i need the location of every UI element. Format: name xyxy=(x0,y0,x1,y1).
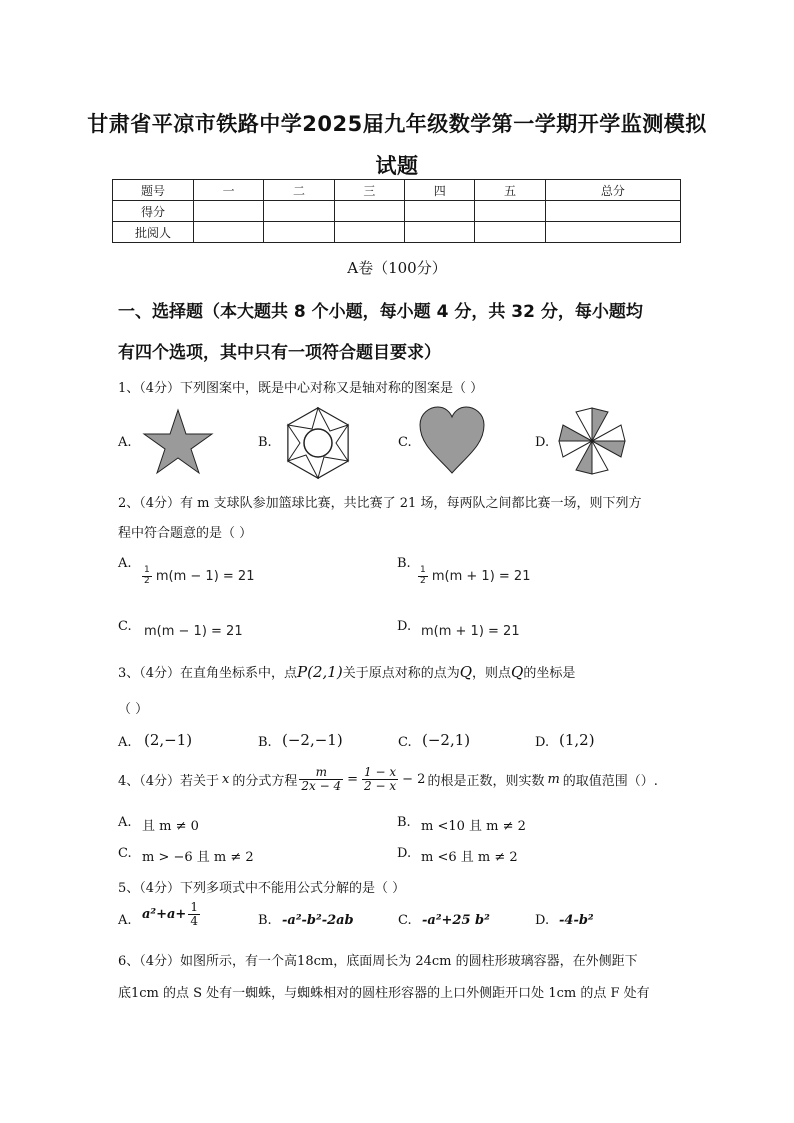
q4-option-c-label: C. xyxy=(118,846,132,861)
half-num: 1 xyxy=(420,565,426,575)
q4-option-c-text: m > −6 且 m ≠ 2 xyxy=(142,850,254,865)
q2-option-d-expr: m(m + 1) = 21 xyxy=(421,624,520,639)
minus-two: − 2 xyxy=(402,772,426,788)
quarter-den: 4 xyxy=(190,914,198,929)
score-table-header-row xyxy=(113,180,681,201)
score-cell[interactable] xyxy=(545,201,680,222)
q4-option-b-text: m <10 且 m ≠ 2 xyxy=(421,819,526,834)
score-header-cell: 四 xyxy=(405,180,475,201)
q3-option-b-label: B. xyxy=(258,735,272,750)
q6-stem-line2: 底1cm 的点 S 处有一蜘蛛，与蜘蛛相对的圆柱形容器的上口外侧距开口处 1cm 的点 F 处有 xyxy=(118,986,650,1001)
q2-stem-line2: 程中符合题意的是（ ） xyxy=(118,526,253,541)
score-header-cell: 总分 xyxy=(545,180,680,201)
quarter-num: 1 xyxy=(190,900,198,914)
score-cell[interactable] xyxy=(194,201,264,222)
q5-option-d-text: -4-b² xyxy=(559,913,594,928)
point-q: Q xyxy=(511,663,524,681)
score-cell[interactable] xyxy=(545,222,680,243)
page-title-cont: 试题 xyxy=(375,154,419,178)
q3-stem xyxy=(118,662,575,681)
q4-option-a-text: 且 m ≠ 0 xyxy=(142,819,199,834)
var-m: m xyxy=(547,772,560,788)
q1-option-c-label: C. xyxy=(398,435,412,450)
q2-option-c-label: C. xyxy=(118,619,132,634)
q3-stem-b: 关于原点对称的点为 xyxy=(342,666,460,681)
q4-stem-d: 的取值范围（）. xyxy=(562,774,658,790)
q1-option-a-label: A. xyxy=(118,435,132,450)
score-cell[interactable] xyxy=(405,222,475,243)
page-title: 甘肃省平凉市铁路中学2025届九年级数学第一学期开学监测模拟 xyxy=(87,112,707,136)
q4-option-a-label: A. xyxy=(118,815,132,830)
q2-a-text: m(m − 1) = 21 xyxy=(155,568,255,584)
half-den: 2 xyxy=(420,575,426,586)
point-q: Q xyxy=(459,663,473,681)
q1-option-b-label: B. xyxy=(258,435,272,450)
half-den: 2 xyxy=(144,575,150,586)
q2-option-a-label: A. xyxy=(118,556,132,571)
frac1-num: m xyxy=(299,766,343,780)
q4-option-b-label: B. xyxy=(397,815,411,830)
q4-fraction-1 xyxy=(299,766,343,793)
star-shape-icon xyxy=(142,407,214,475)
score-cell[interactable] xyxy=(194,222,264,243)
pinwheel-triangles-icon xyxy=(556,405,628,477)
q6-stem-line1: 6、（4分）如图所示，有一个高18cm，底面周长为 24cm 的圆柱形玻璃容器，在外侧距下 xyxy=(118,954,638,969)
frac1-den: 2x − 4 xyxy=(301,779,342,794)
score-header-cell: 三 xyxy=(334,180,404,201)
heart-shape-icon xyxy=(418,405,486,475)
frac2-num: 1 − x xyxy=(364,765,397,779)
q5-stem: 5、（4分）下列多项式中不能用公式分解的是（ ） xyxy=(118,881,406,896)
q3-paren: （ ） xyxy=(118,702,149,717)
q3-option-a-label: A. xyxy=(118,735,132,750)
score-table-row xyxy=(113,222,681,243)
score-header-cell: 一 xyxy=(194,180,264,201)
score-cell[interactable] xyxy=(475,222,545,243)
q3-stem-d: 的坐标是 xyxy=(523,666,576,681)
half-num: 1 xyxy=(144,565,150,575)
q4-option-d-label: D. xyxy=(397,846,412,861)
score-table-row xyxy=(113,201,681,222)
q5-option-c-label: C. xyxy=(398,913,412,928)
q4-fraction-2 xyxy=(362,766,398,793)
score-cell[interactable] xyxy=(264,222,334,243)
score-table xyxy=(112,179,681,243)
q3-option-b-value: (−2,−1) xyxy=(282,731,343,749)
q3-stem-c: ，则点 xyxy=(472,666,512,681)
q2-option-d-label: D. xyxy=(397,619,412,634)
score-cell[interactable] xyxy=(405,201,475,222)
q4-option-d-text: m <6 且 m ≠ 2 xyxy=(421,850,518,865)
hexagon-pinwheel-icon xyxy=(280,405,356,481)
volume-label: A卷（100分） xyxy=(347,259,447,277)
q2-option-a-expr xyxy=(142,566,254,587)
q2-b-text: m(m + 1) = 21 xyxy=(431,568,531,584)
q5-a-text: a²+a+ xyxy=(142,907,187,923)
score-cell[interactable] xyxy=(334,201,404,222)
q5-option-c-text: -a²+25 b² xyxy=(422,913,490,928)
q2-option-b-label: B. xyxy=(397,556,411,571)
q1-option-d-label: D. xyxy=(535,435,550,450)
score-header-cell: 二 xyxy=(264,180,334,201)
quarter-fraction xyxy=(188,901,200,928)
q3-option-d-value: (1,2) xyxy=(559,731,595,749)
score-cell[interactable] xyxy=(475,201,545,222)
score-row-label: 得分 xyxy=(113,201,194,222)
q5-option-a-expr xyxy=(142,901,200,928)
q4-stem-c: 的根是正数，则实数 xyxy=(427,774,545,790)
equals-sign: = xyxy=(347,772,359,788)
q5-option-b-text: -a²-b²-2ab xyxy=(282,913,354,928)
score-row-label: 批阅人 xyxy=(113,222,194,243)
q4-stem-a: 4、（4分）若关于 xyxy=(118,774,220,790)
q3-option-c-label: C. xyxy=(398,735,412,750)
score-cell[interactable] xyxy=(264,201,334,222)
q3-option-c-value: (−2,1) xyxy=(422,731,471,749)
frac2-den: 2 − x xyxy=(364,779,397,794)
q4-stem-b: 的分式方程 xyxy=(232,774,298,790)
var-x: x xyxy=(222,772,230,788)
score-header-cell: 五 xyxy=(475,180,545,201)
q4-stem xyxy=(118,766,658,793)
q2-option-c-expr: m(m − 1) = 21 xyxy=(144,624,243,639)
q1-stem: 1、（4分）下列图案中，既是中心对称又是轴对称的图案是（ ） xyxy=(118,381,484,396)
section-heading: 一、选择题（本大题共 8 个小题，每小题 4 分，共 32 分，每小题均 xyxy=(118,302,643,322)
q3-option-d-label: D. xyxy=(535,735,550,750)
q2-stem-line1: 2、（4分）有 m 支球队参加篮球比赛，共比赛了 21 场，每两队之间都比赛一场，则下列方 xyxy=(118,496,642,511)
point-p: P(2,1) xyxy=(297,663,343,681)
q5-option-a-label: A. xyxy=(118,913,132,928)
score-cell[interactable] xyxy=(334,222,404,243)
q5-option-d-label: D. xyxy=(535,913,550,928)
q5-option-b-label: B. xyxy=(258,913,272,928)
section-heading-cont: 有四个选项，其中只有一项符合题目要求） xyxy=(118,343,441,363)
q2-option-b-expr xyxy=(418,566,530,587)
q3-option-a-value: (2,−1) xyxy=(144,731,193,749)
q3-stem-a: 3、（4分）在直角坐标系中，点 xyxy=(118,666,298,681)
score-header-cell: 题号 xyxy=(113,180,194,201)
